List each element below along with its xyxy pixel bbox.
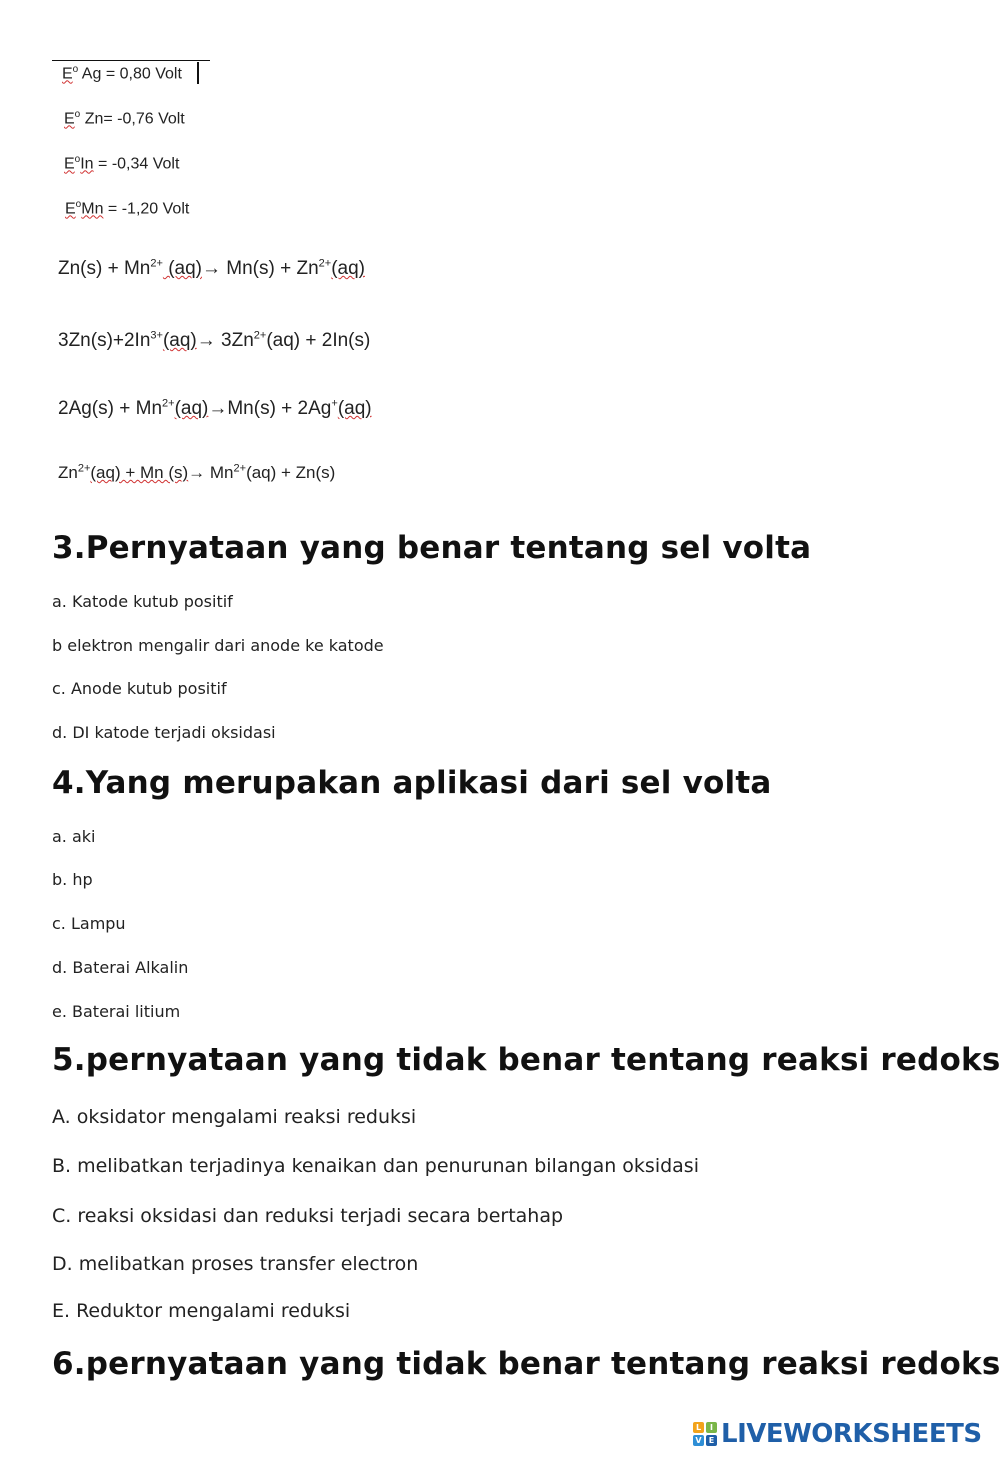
eq-part: Mn — [205, 463, 234, 482]
eq-part: (aq) + Zn(s) — [246, 463, 336, 482]
logo-tile: I — [706, 1422, 717, 1433]
eq-sup: 2+ — [77, 462, 91, 475]
text-cursor — [197, 62, 199, 84]
logo-tile: V — [693, 1435, 704, 1446]
potential-ag — [62, 64, 182, 83]
question-4-option-c: c. Lampu — [52, 914, 126, 933]
eq-part: Mn(s) + 2Ag — [227, 398, 332, 419]
eq-part: Zn(s) + Mn — [58, 258, 151, 279]
question-4-option-a: a. aki — [52, 827, 96, 846]
equation-1 — [58, 258, 365, 280]
potential-element: Ag — [81, 65, 102, 83]
arrow-icon: → — [202, 258, 221, 279]
potential-value: = -1,20 Volt — [107, 200, 190, 218]
eq-part: Zn — [58, 463, 78, 482]
arrow-icon: → — [208, 398, 228, 419]
arrow-icon: → — [188, 463, 206, 482]
question-3-option-a: a. Katode kutub positif — [52, 592, 233, 611]
question-5-option-d: D. melibatkan proses transfer electron — [52, 1253, 419, 1275]
eq-sup: 2+ — [233, 462, 247, 475]
potential-sup: o — [74, 154, 81, 165]
eq-sup: 3+ — [150, 329, 163, 342]
logo-tile: E — [706, 1435, 717, 1446]
potential-label: E — [64, 155, 75, 173]
potential-sup: o — [74, 109, 81, 120]
potential-in — [64, 154, 179, 173]
potential-zn — [64, 109, 185, 128]
potentials-image — [52, 58, 432, 498]
eq-part: (aq) + Mn (s) — [90, 463, 189, 482]
eq-part: (aq) — [331, 258, 365, 279]
eq-sup: 2+ — [162, 397, 175, 410]
potential-label: E — [64, 110, 75, 128]
eq-sup: 2+ — [253, 329, 267, 342]
question-3-option-c: c. Anode kutub positif — [52, 679, 227, 698]
eq-part: 3Zn — [215, 330, 254, 351]
potential-value: = 0,80 Volt — [105, 65, 182, 83]
potential-element: Mn — [81, 200, 104, 218]
potential-value: = -0,34 Volt — [98, 155, 180, 173]
potential-label: E — [62, 65, 73, 83]
question-3-title: 3.Pernyataan yang benar tentang sel volta — [52, 530, 812, 566]
question-5-title: 5.pernyataan yang tidak benar tentang reaksi redoks — [52, 1042, 1000, 1078]
question-5-option-c: C. reaksi oksidasi dan reduksi terjadi secara bertahap — [52, 1205, 564, 1227]
eq-part: (aq) — [162, 330, 197, 351]
equation-2 — [58, 330, 370, 352]
question-4-title: 4.Yang merupakan aplikasi dari sel volta — [52, 765, 772, 801]
question-5-option-a: A. oksidator mengalami reaksi reduksi — [52, 1106, 417, 1128]
liveworksheets-logo — [693, 1418, 982, 1450]
question-6-title: 6.pernyataan yang tidak benar tentang reaksi redoks — [52, 1346, 1000, 1382]
logo-text: LIVEWORKSHEETS — [721, 1419, 982, 1449]
question-4-option-e: e. Baterai litium — [52, 1002, 181, 1021]
potential-sup: o — [72, 64, 79, 75]
question-3-option-d: d. DI katode terjadi oksidasi — [52, 723, 276, 742]
question-5-option-b: B. melibatkan terjadinya kenaikan dan penurunan bilangan oksidasi — [52, 1155, 699, 1177]
eq-sup: 2+ — [318, 257, 332, 270]
arrow-icon: → — [196, 330, 216, 351]
question-3-option-b: b elektron mengalir dari anode ke katode — [52, 636, 384, 655]
potential-label: E — [65, 200, 76, 218]
eq-part: (aq) — [174, 398, 209, 419]
eq-part: Mn(s) + Zn — [221, 258, 319, 279]
eq-part: (aq) — [162, 258, 202, 279]
eq-sup: 2+ — [150, 257, 163, 270]
equation-3 — [58, 398, 372, 420]
logo-tile: L — [693, 1422, 704, 1433]
potential-element: In — [80, 155, 94, 173]
liveworksheets-logo-icon — [693, 1422, 717, 1446]
potential-sup: o — [75, 199, 82, 210]
potential-mn — [65, 199, 189, 218]
top-rule — [52, 60, 210, 61]
eq-part: 2Ag(s) + Mn — [58, 398, 163, 419]
potential-element: Zn — [84, 110, 104, 128]
question-4-option-b: b. hp — [52, 870, 93, 889]
question-4-option-d: d. Baterai Alkalin — [52, 958, 189, 977]
eq-part: (aq) + 2In(s) — [266, 330, 371, 351]
question-5-option-e: E. Reduktor mengalami reduksi — [52, 1300, 351, 1322]
eq-sup: + — [331, 397, 338, 410]
eq-part: (aq) — [337, 398, 372, 419]
potential-value: = -0,76 Volt — [103, 110, 185, 128]
eq-part: 3Zn(s)+2In — [58, 330, 151, 351]
equation-4 — [58, 463, 335, 483]
